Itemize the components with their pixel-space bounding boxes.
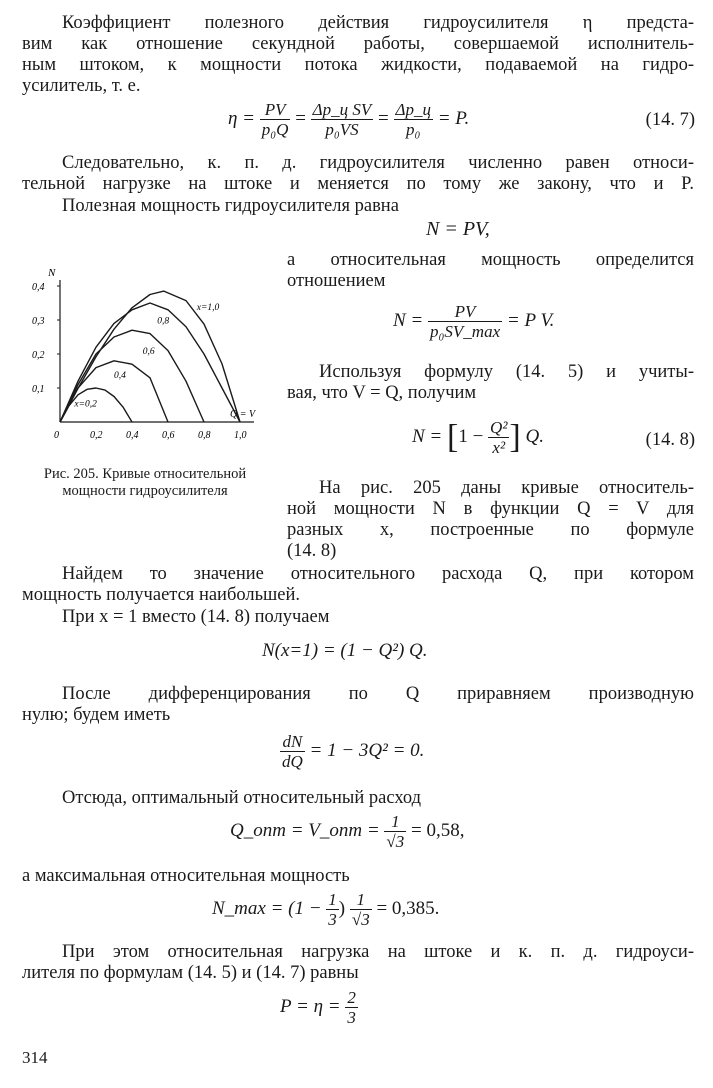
y-axis-label: N (48, 267, 56, 279)
equation-power: N = PV, (426, 218, 490, 240)
figure-caption: Рис. 205. Кривые относительной мощности гидроусилителя (43, 466, 247, 499)
text-line: мощность получается наибольшей. (22, 585, 301, 605)
x-tick-label: 0,4 (126, 430, 139, 441)
power-curves-chart (24, 262, 264, 452)
curve-label: 0,6 (142, 347, 155, 357)
denominator: p₀Q (261, 120, 289, 139)
equation-number: (14. 7) (645, 110, 695, 130)
denominator: √3 (351, 910, 370, 929)
text-line: а максимальная относительная мощность (22, 866, 350, 886)
fraction (311, 100, 374, 139)
y-tick-label: 0,3 (32, 316, 45, 327)
equation-relative-power (393, 302, 554, 341)
text-line: а относительная мощность определится (287, 250, 694, 270)
eq-lhs: P = η = (280, 995, 341, 1017)
text-line: вим как отношение секундной работы, совершаемой исполнитель- (22, 34, 694, 54)
x-tick-label: 0 (54, 430, 59, 441)
equation-n-x1: N(x=1) = (1 − Q²) Q. (262, 640, 428, 661)
text-line: После дифференцирования по Q приравняем производную (62, 684, 694, 704)
text-line: разных x, построенные по формуле (287, 520, 694, 540)
x-tick-label: 0,8 (198, 430, 211, 441)
denominator: √3 (386, 832, 405, 851)
fraction (394, 100, 433, 139)
curve-label: x=1,0 (196, 302, 220, 313)
equation-derivative (280, 732, 424, 771)
denominator: 3 (328, 910, 337, 929)
eq-lhs: η = (228, 107, 255, 129)
equation-14-8: N = [1 − $\frac{\text{Q²}}{\text{x²}}$ ] Q. (412, 418, 544, 457)
x-tick-label: 0,2 (90, 430, 103, 441)
text-line: Полезная мощность гидроусилителя равна (62, 196, 399, 216)
x-axis-label: Q = V (230, 409, 256, 420)
text-line: вая, что V = Q, получим (287, 383, 477, 403)
eq-rhs: Q. (525, 425, 544, 447)
denominator: p₀ (406, 120, 421, 139)
fraction (345, 988, 358, 1027)
x-tick-label: 0,6 (162, 430, 175, 441)
denominator: p₀VS (325, 120, 359, 139)
text-line: При x = 1 вместо (14. 8) получаем (62, 607, 330, 627)
numerator: 1 (328, 890, 337, 909)
numerator: 1 (384, 812, 406, 832)
text-line: Отсюда, оптимальный относительный расход (62, 788, 421, 808)
equation-p-eta (280, 988, 358, 1027)
y-tick-label: 0,4 (32, 282, 45, 293)
text-line: ной мощности N в функции Q = V для (287, 499, 694, 519)
fraction (350, 890, 372, 929)
numerator: 1 (350, 890, 372, 910)
text-line: При этом относительная нагрузка на штоке и к. п. д. гидроуси- (62, 942, 694, 962)
equation-q-opt (230, 812, 464, 851)
numerator: Q² (490, 418, 508, 437)
eq-rhs: = P V. (506, 309, 555, 331)
curve-label: 0,4 (114, 370, 126, 381)
denominator: 3 (347, 1008, 356, 1027)
numerator: dN (280, 732, 305, 752)
equation-number: (14. 8) (645, 430, 695, 450)
text-line: Коэффициент полезного действия гидроусилителя η предста- (62, 13, 694, 33)
fraction (428, 302, 502, 341)
text-line: (14. 8) (287, 541, 337, 561)
curve-label: 0,8 (157, 316, 170, 327)
numerator: Δp_ц (395, 100, 431, 119)
eq-rhs: = 0,385. (376, 897, 440, 919)
denominator: p₀SV_max (430, 322, 501, 341)
text-line: Следовательно, к. п. д. гидроусилителя численно равен относи- (62, 153, 694, 173)
eq-rhs: = 0,58, (411, 819, 465, 841)
text-line: отношением (287, 271, 386, 291)
denominator: x² (492, 438, 506, 457)
eq-rhs: = 1 − 3Q² = 0. (309, 739, 425, 761)
text-line: лителя по формулам (14. 5) и (14. 7) равны (22, 963, 359, 983)
fraction (260, 100, 291, 139)
fraction (488, 418, 509, 457)
numerator: 2 (347, 988, 356, 1007)
fraction (326, 890, 339, 929)
numerator: PV (260, 100, 291, 120)
text-line: На рис. 205 даны кривые относитель- (319, 478, 694, 498)
text-line: Найдем то значение относительного расхода Q, при котором (62, 564, 694, 584)
text-line: ным штоком, к мощности потока жидкости, подаваемой на гидро- (22, 55, 694, 75)
numerator: Δp_ц SV (312, 100, 372, 119)
fraction (384, 812, 406, 851)
text-line: нулю; будем иметь (22, 705, 171, 725)
equation-14-7: η = $\frac{PV}{\text{p₀Q}}$ = $\frac{\text{Δp\_ц SV}}{\text{p₀VS}}$ = $\frac{\Delta p\_ц}{\text{p₀}}$ = P. (228, 100, 470, 139)
eq-lhs: Q_опт = V_опт = (230, 819, 380, 841)
eq-mid: 1 − (458, 425, 484, 447)
text-line: тельной нагрузке на штоке и меняется по тому же закону, что и P. (22, 174, 694, 194)
eq-lhs: N = (412, 425, 443, 447)
numerator: PV (428, 302, 502, 322)
y-tick-label: 0,1 (32, 384, 45, 395)
y-tick-label: 0,2 (32, 350, 45, 361)
eq-rhs: = P. (437, 107, 470, 129)
eq-lhs: N_max = (1 − (212, 897, 322, 919)
text-line: Используя формулу (14. 5) и учиты- (319, 362, 694, 382)
curve-label: x=0,2 (74, 399, 97, 410)
equation-n-max: N_max = (1 − $\frac{1}{3}$ ) $\frac{1}{√3}$ = 0,385. (212, 890, 440, 929)
text-line: усилитель, т. е. (22, 76, 141, 96)
page-number: 314 (22, 1048, 48, 1067)
x-tick-label: 1,0 (234, 430, 247, 441)
fraction (280, 732, 305, 771)
denominator: dQ (282, 752, 303, 771)
eq-lhs: N = (393, 309, 424, 331)
